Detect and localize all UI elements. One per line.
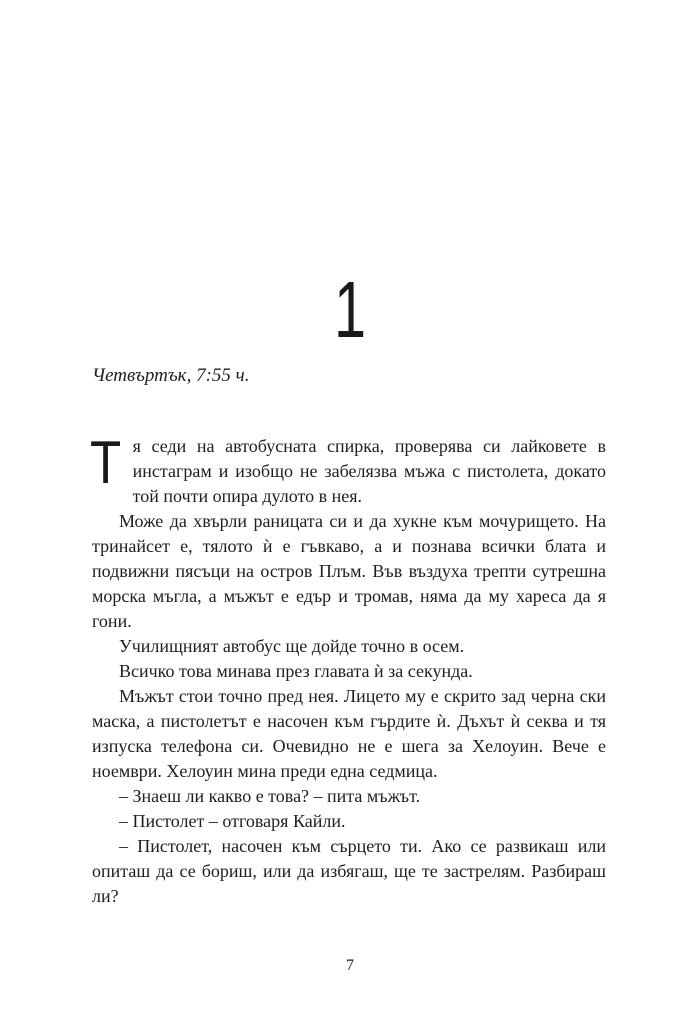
paragraph-1-text: я седи на автобусната спирка, проверява си лайковете в инстаграм и изобщо не забелязва мъжа с пистолета, докато той почти опира дулото в нея.: [132, 436, 606, 506]
drop-cap: Т: [90, 429, 122, 496]
chapter-timestamp: Четвъртък, 7:55 ч.: [92, 365, 250, 386]
page-number: 7: [346, 957, 354, 974]
paragraph-2: Може да хвърли раницата си и да хукне към мочурището. На тринайсет е, тялото ѝ е гъвкаво, а и познава всички блата и подвижни пясъци на остров Плъм. Във въздуха трепти сутрешна морска мъгла, а мъжът е едър и тромав, няма да му хареса да я гони.: [92, 511, 606, 631]
dialogue-line-3: – Пистолет, насочен към сърцето ти. Ако се развикаш или опиташ да се бориш, или да избягаш, ще те застрелям. Разбираш ли?: [92, 836, 606, 906]
chapter-number: 1: [333, 265, 367, 354]
dialogue-line-1: – Знаеш ли какво е това? – пита мъжът.: [119, 786, 421, 806]
chapter-body: [90, 429, 606, 909]
paragraph-5: Мъжът стои точно пред нея. Лицето му е скрито зад черна ски маска, а пистолетът е насочен към гърдите ѝ. Дъхът ѝ секва и тя изпуска телефона си. Очевидно не е шега за Хелоуин. Вече е ноември. Хелоуин мина преди една седмица.: [92, 686, 606, 781]
paragraph-1: [90, 429, 606, 509]
dialogue-line-2: – Пистолет – отговаря Кайли.: [119, 811, 346, 831]
paragraph-3: Училищният автобус ще дойде точно в осем.: [119, 636, 465, 656]
paragraph-4: Всичко това минава през главата ѝ за секунда.: [119, 661, 473, 681]
